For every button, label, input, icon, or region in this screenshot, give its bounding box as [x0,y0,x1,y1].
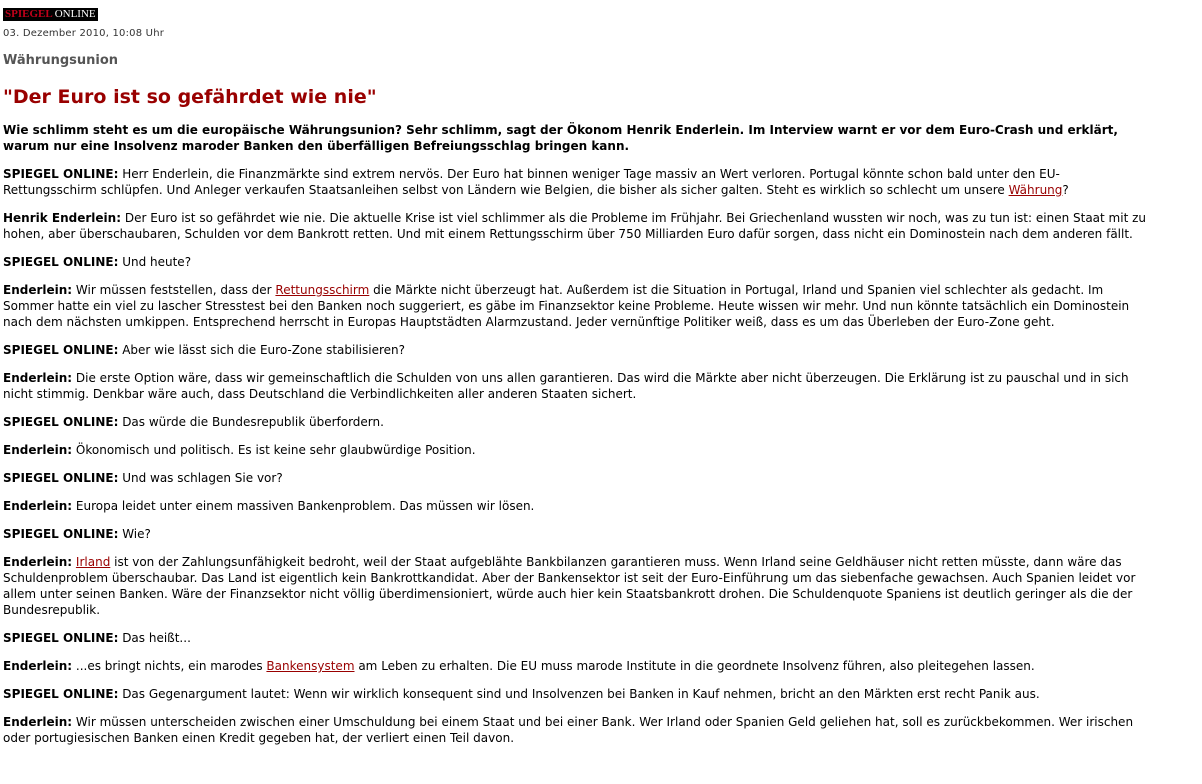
paragraph-text: Europa leidet unter einem massiven Bankenproblem. Das müssen wir lösen. [72,499,535,513]
speaker-label: Enderlein: [3,659,73,673]
speaker-label: SPIEGEL ONLINE: [3,631,119,645]
interview-paragraph [3,210,1153,242]
paragraph-text: Das würde die Bundesrepublik überfordern. [118,415,384,429]
paragraph-text: Aber wie lässt sich die Euro-Zone stabilisieren? [118,343,405,357]
interview-paragraph [3,498,1153,514]
logo-part-spiegel: SPIEGEL [5,8,53,20]
speaker-label: SPIEGEL ONLINE: [3,343,119,357]
interview-paragraph [3,254,1153,270]
paragraph-text: Das heißt... [118,631,191,645]
speaker-label: SPIEGEL ONLINE: [3,167,119,181]
interview-paragraph [3,166,1153,198]
paragraph-text: ...es bringt nichts, ein marodes [72,659,267,673]
speaker-label: SPIEGEL ONLINE: [3,687,119,701]
speaker-label: Enderlein: [3,715,73,729]
inline-topic-link[interactable]: Bankensystem [266,659,355,673]
interview-paragraph [3,630,1153,646]
speaker-label: Enderlein: [3,283,73,297]
speaker-label: Enderlein: [3,499,73,513]
paragraph-text: Das Gegenargument lautet: Wenn wir wirklich konsequent sind und Insolvenzen bei Banken in Kauf nehmen, bricht an den Märkten erst recht Panik aus. [118,687,1040,701]
interview-paragraph [3,442,1153,458]
article-kicker: Währungsunion [3,53,119,68]
paragraph-text: Der Euro ist so gefährdet wie nie. Die aktuelle Krise ist viel schlimmer als die Probleme im Frühjahr. Bei Griechenland wussten wir noch, was zu tun ist: einen Staat mit zu hohen, aber überschaubaren, Schulden vor dem Bankrott retten. Und mit einem Rettungsschirm über 750 Milliarden Euro dafür sorgen, dass nicht ein Dominostein nach dem anderen fällt. [3,211,1146,241]
paragraph-text: Und was schlagen Sie vor? [118,471,283,485]
speaker-label: Henrik Enderlein: [3,211,122,225]
article-body [3,122,1153,758]
paragraph-text-after-link: ? [1062,183,1069,197]
paragraph-text-after-link: am Leben zu erhalten. Die EU muss marode Institute in die geordnete Insolvenz führen, also pleitegehen lassen. [354,659,1035,673]
paragraph-text: Ökonomisch und politisch. Es ist keine sehr glaubwürdige Position. [72,443,476,457]
paragraph-text: Die erste Option wäre, dass wir gemeinschaftlich die Schulden von uns allen garantieren. Das wird die Märkte aber nicht überzeugen. Die Erklärung ist zu pauschal und in sich nicht stimmig. Denkbar wäre auch, dass Deutschland die Verbindlichkeiten aller anderen Staaten sichert. [3,371,1129,401]
paragraph-text: Wir müssen feststellen, dass der [72,283,276,297]
interview-paragraph [3,342,1153,358]
speaker-label: Enderlein: [3,443,73,457]
interview-paragraph [3,526,1153,542]
interview-paragraph [3,414,1153,430]
article-date: 03. Dezember 2010, 10:08 Uhr [3,28,165,39]
speaker-label: SPIEGEL ONLINE: [3,255,119,269]
interview-paragraph [3,686,1153,702]
inline-topic-link[interactable]: Irland [75,555,111,569]
speaker-label: SPIEGEL ONLINE: [3,471,119,485]
logo-part-online: ONLINE [54,8,96,20]
interview-paragraph [3,658,1153,674]
speaker-label: SPIEGEL ONLINE: [3,415,119,429]
paragraph-text-after-link: die Märkte nicht überzeugt hat. Außerdem ist die Situation in Portugal, Irland und Spanien viel schlechter als gedacht. Im Sommer hatte ein viel zu lascher Stresstest bei den Banken noch suggeriert, es gäbe im Finanzsektor keine Probleme. Heute wissen wir mehr. Und nun könnte tatsächlich ein Dominostein nach dem nächsten umkippen. Entsprechend herrscht in Europas Hauptstädten Alarmzustand. Jeder vernünftige Politiker weiß, dass es um das Überleben der Euro-Zone geht. [3,283,1130,329]
spiegel-online-logo[interactable] [3,8,98,21]
inline-topic-link[interactable]: Währung [1008,183,1063,197]
paragraph-text: Und heute? [118,255,192,269]
article-headline: "Der Euro ist so gefährdet wie nie" [3,86,377,108]
paragraph-text: Herr Enderlein, die Finanzmärkte sind extrem nervös. Der Euro hat binnen weniger Tage massiv an Wert verloren. Portugal könnte schon bald unter den EU-Rettungsschirm schlüpfen. Und Anleger verkaufen Staatsanleihen selbst von Ländern wie Belgien, die bisher als sicher galten. Steht es wirklich so schlecht um unsere [3,167,1060,197]
paragraph-text: Wie? [118,527,151,541]
speaker-label: SPIEGEL ONLINE: [3,527,119,541]
interview-paragraph [3,282,1153,330]
interview-paragraph [3,714,1153,746]
paragraph-text-after-link: ist von der Zahlungsunfähigkeit bedroht, weil der Staat aufgeblähte Bankbilanzen garantieren muss. Wenn Irland seine Geldhäuser nicht retten müsste, dann wäre das Schuldenproblem überschaubar. Das Land ist eigentlich kein Bankrottkandidat. Aber der Bankensektor ist seit der Euro-Einführung um das siebenfache gewachsen. Auch Spanien leidet vor allem unter seinen Banken. Wäre der Finanzsektor nicht völlig überdimensioniert, würde auch hier kein Staatsbankrott drohen. Die Schuldenquote Spaniens ist deutlich geringer als die der Bundesrepublik. [3,555,1136,617]
interview-paragraph [3,370,1153,402]
article-lead: Wie schlimm steht es um die europäische Währungsunion? Sehr schlimm, sagt der Ökonom Henrik Enderlein. Im Interview warnt er vor dem Euro-Crash und erklärt, warum nur eine Insolvenz maroder Banken den überfälligen Befreiungsschlag bringen kann. [3,123,1118,153]
speaker-label: Enderlein: [3,555,73,569]
interview-paragraph [3,470,1153,486]
interview-paragraphs [3,166,1153,746]
inline-topic-link[interactable]: Rettungsschirm [275,283,370,297]
interview-paragraph [3,554,1153,618]
speaker-label: Enderlein: [3,371,73,385]
paragraph-text: Wir müssen unterscheiden zwischen einer Umschuldung bei einem Staat und bei einer Bank. Wer Irland oder Spanien Geld geliehen hat, soll es zurückbekommen. Wer irischen oder portugiesischen Banken einen Kredit gegeben hat, der verliert einen Teil davon. [3,715,1134,745]
